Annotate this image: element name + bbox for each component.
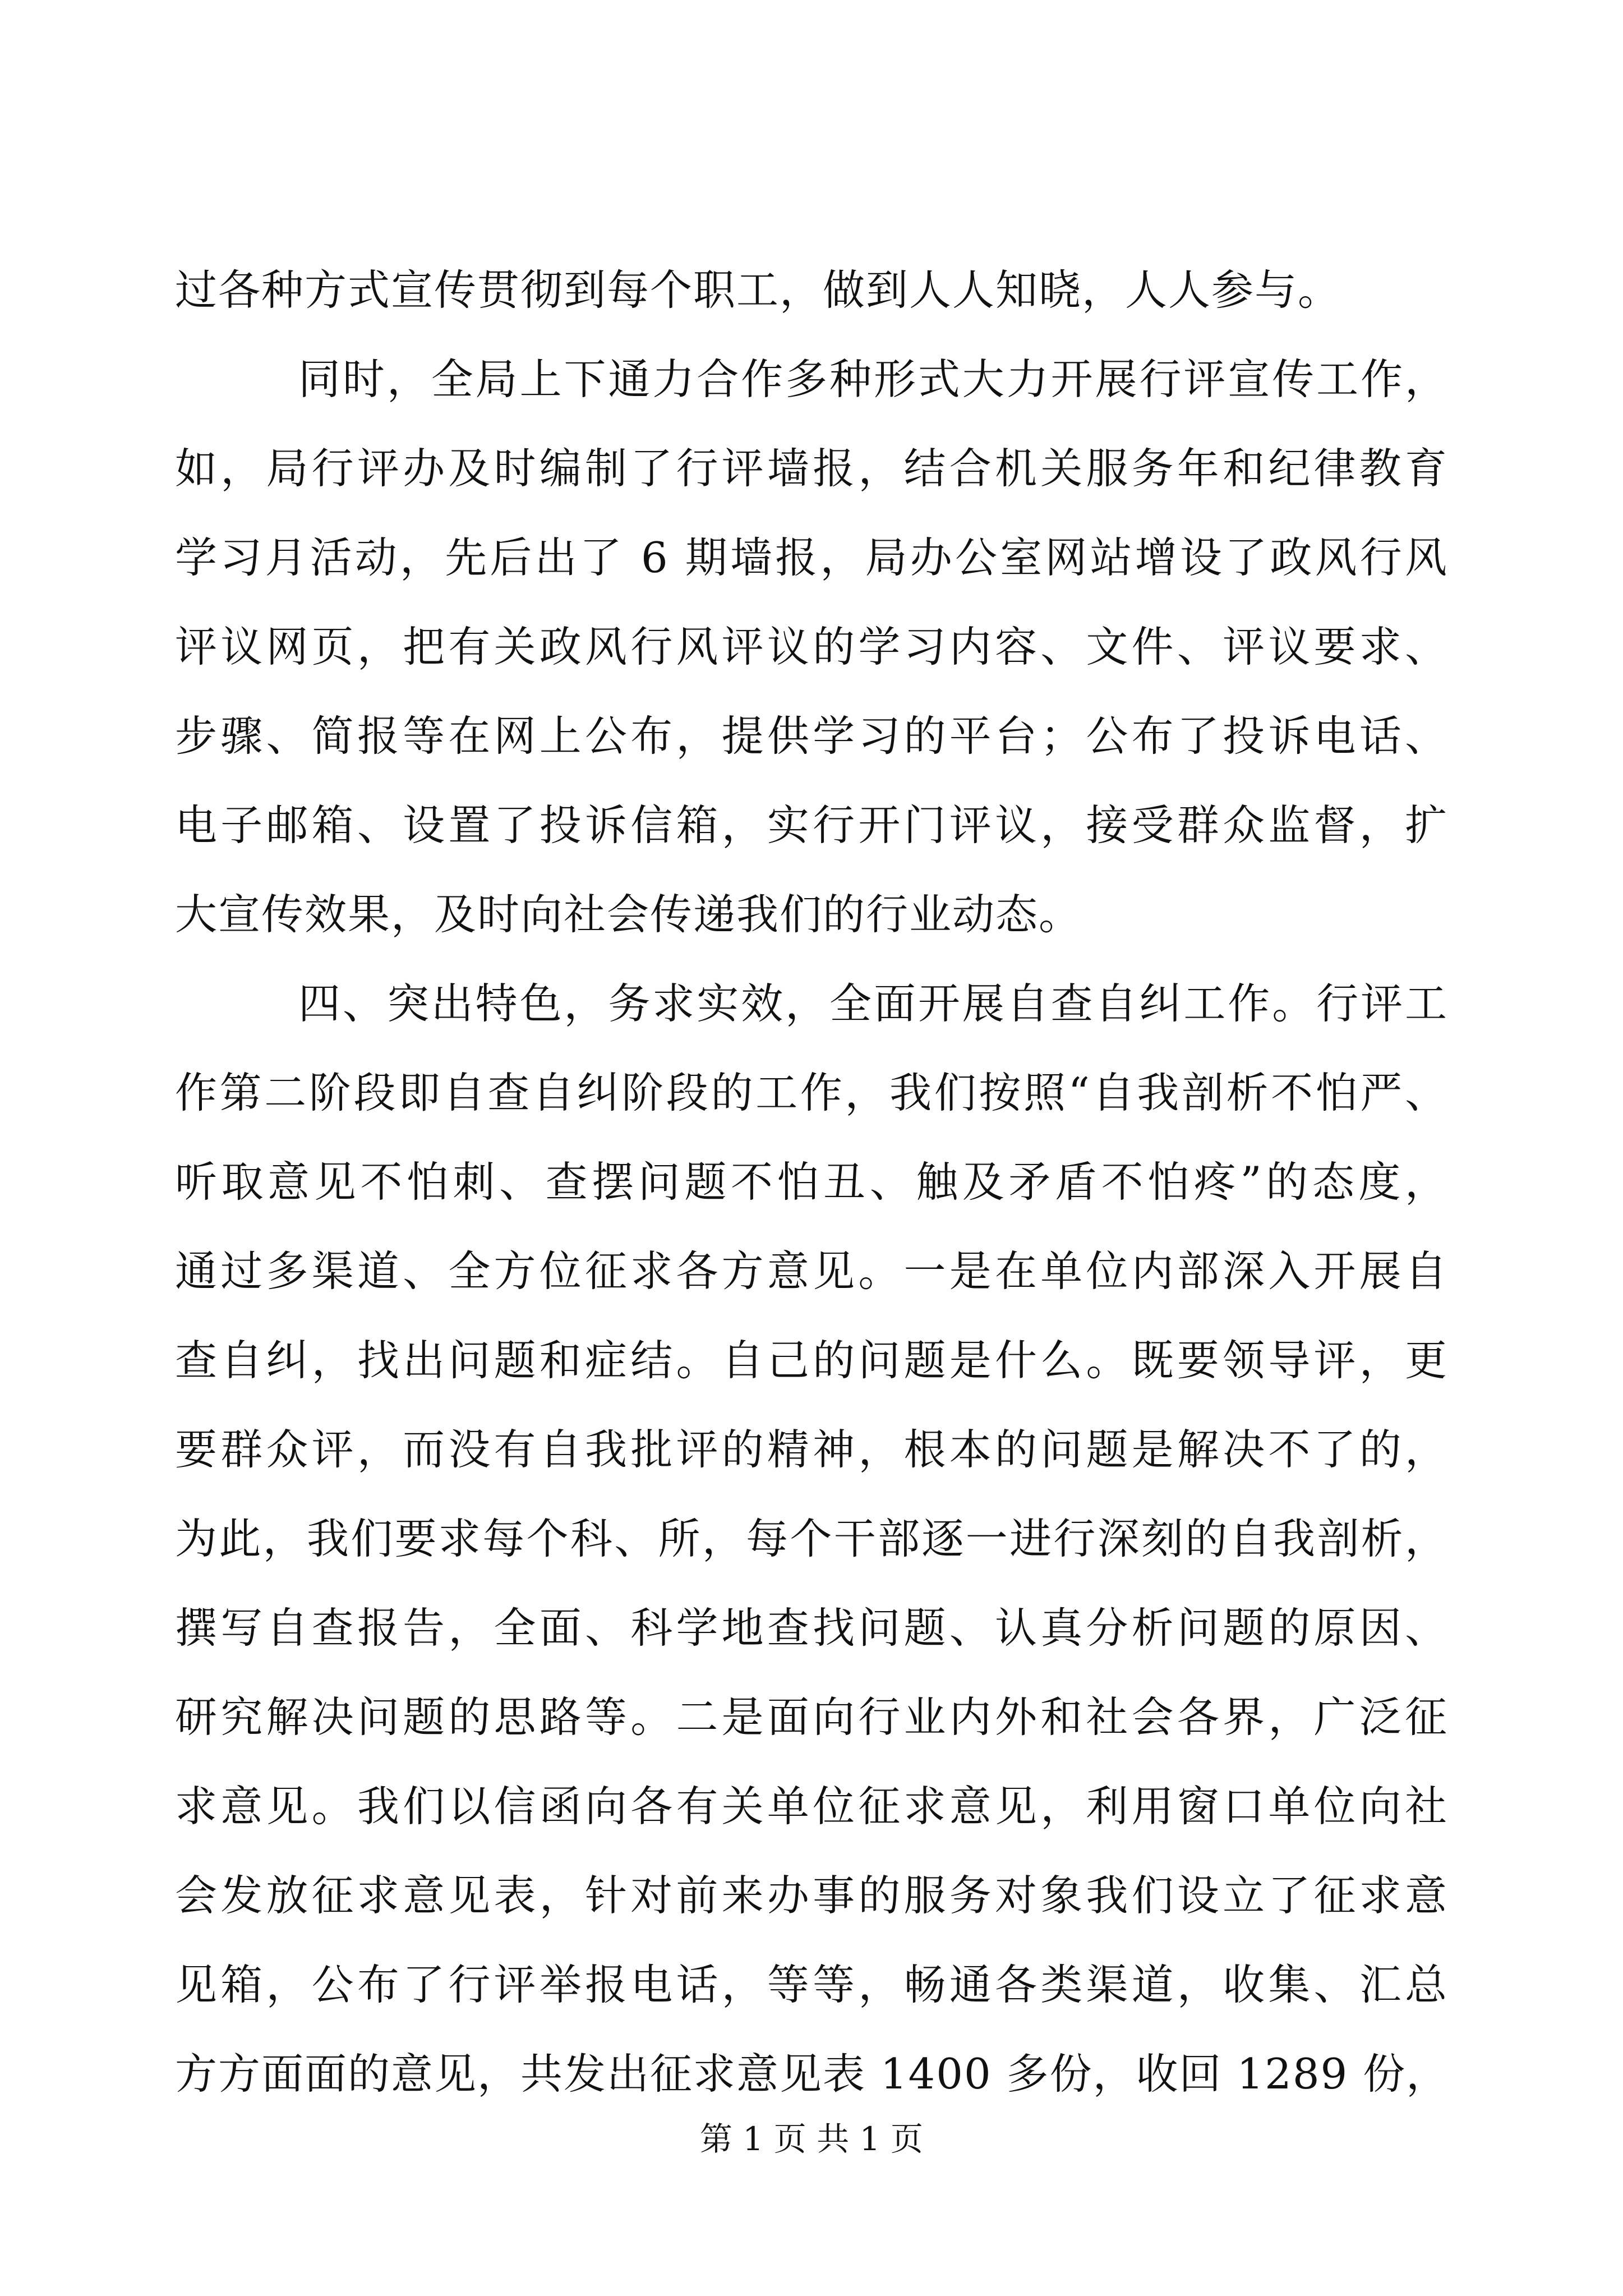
document-body	[175, 246, 1448, 2119]
text-line: 评议网页，把有关政风行风评议的学习内容、文件、评议要求、	[175, 622, 1448, 671]
text-line: 步骤、简报等在网上公布，提供学习的平台；公布了投诉电话、	[175, 711, 1448, 761]
text-line: 撰写自查报告，全面、科学地查找问题、认真分析问题的原因、	[175, 1603, 1448, 1653]
page-footer	[0, 2119, 1623, 2159]
text-line: 如，局行评办及时编制了行评墙报，结合机关服务年和纪律教育	[175, 444, 1448, 493]
text-line: 听取意见不怕刺、查摆问题不怕丑、触及矛盾不怕疼”的态度，	[175, 1157, 1448, 1207]
text-line: 为此，我们要求每个科、所，每个干部逐一进行深刻的自我剖析，	[175, 1514, 1448, 1563]
text-line: 研究解决问题的思路等。二是面向行业内外和社会各界，广泛征	[175, 1692, 1448, 1742]
text-line: 方方面面的意见，共发出征求意见表 1400 多份，收回 1289 份，	[175, 2049, 1450, 2099]
text-line: 同时，全局上下通力合作多种形式大力开展行评宣传工作，	[298, 355, 1448, 404]
text-line: 学习月活动，先后出了 6 期墙报，局办公室网站增设了政风行风	[175, 533, 1448, 582]
text-line: 要群众评，而没有自我批评的精神，根本的问题是解决不了的，	[175, 1425, 1448, 1474]
text-line: 大宣传效果，及时向社会传递我们的行业动态。	[175, 890, 1082, 939]
text-line: 电子邮箱、设置了投诉信箱，实行开门评议，接受群众监督，扩	[175, 800, 1448, 850]
text-line: 会发放征求意见表，针对前来办事的服务对象我们设立了征求意	[175, 1871, 1448, 1920]
page-number-label: 第 1 页 共 1 页	[700, 2120, 923, 2158]
text-line: 查自纠，找出问题和症结。自己的问题是什么。既要领导评，更	[175, 1336, 1448, 1385]
text-line: 过各种方式宣传贯彻到每个职工，做到人人知晓，人人参与。	[175, 265, 1341, 315]
text-line: 作第二阶段即自查自纠阶段的工作，我们按照“自我剖析不怕严、	[175, 1068, 1448, 1117]
text-line: 求意见。我们以信函向各有关单位征求意见，利用窗口单位向社	[175, 1782, 1448, 1831]
text-line: 通过多渠道、全方位征求各方意见。一是在单位内部深入开展自	[175, 1246, 1448, 1296]
text-line: 见箱，公布了行评举报电话，等等，畅通各类渠道，收集、汇总	[175, 1960, 1448, 2009]
text-line: 四、突出特色，务求实效，全面开展自查自纠工作。行评工	[298, 979, 1448, 1028]
